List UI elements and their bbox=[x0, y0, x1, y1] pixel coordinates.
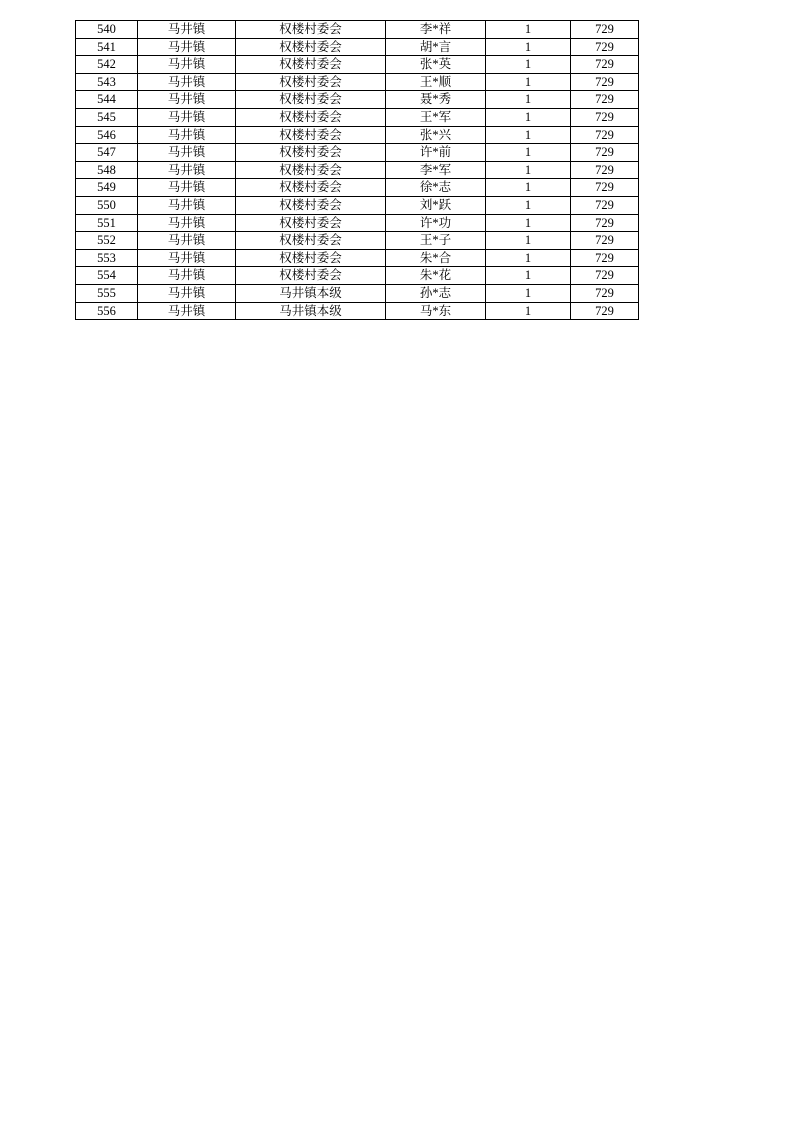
name-cell: 马*东 bbox=[386, 302, 486, 320]
code-cell: 729 bbox=[571, 108, 639, 126]
name-cell: 王*军 bbox=[386, 108, 486, 126]
unit-cell: 权楼村委会 bbox=[236, 179, 386, 197]
report-table bbox=[75, 20, 639, 320]
name-cell: 王*顺 bbox=[386, 73, 486, 91]
table-row bbox=[76, 144, 639, 162]
town-cell: 马井镇 bbox=[138, 126, 236, 144]
town-cell: 马井镇 bbox=[138, 38, 236, 56]
table-row bbox=[76, 232, 639, 250]
serial-cell: 540 bbox=[76, 21, 138, 39]
unit-cell: 权楼村委会 bbox=[236, 73, 386, 91]
name-cell: 朱*花 bbox=[386, 267, 486, 285]
count-cell: 1 bbox=[486, 232, 571, 250]
name-cell: 刘*跃 bbox=[386, 196, 486, 214]
town-cell: 马井镇 bbox=[138, 249, 236, 267]
count-cell: 1 bbox=[486, 144, 571, 162]
unit-cell: 权楼村委会 bbox=[236, 232, 386, 250]
serial-cell: 556 bbox=[76, 302, 138, 320]
unit-cell: 权楼村委会 bbox=[236, 38, 386, 56]
serial-cell: 551 bbox=[76, 214, 138, 232]
code-cell: 729 bbox=[571, 214, 639, 232]
table-row bbox=[76, 249, 639, 267]
unit-cell: 马井镇本级 bbox=[236, 284, 386, 302]
count-cell: 1 bbox=[486, 214, 571, 232]
name-cell: 徐*志 bbox=[386, 179, 486, 197]
serial-cell: 543 bbox=[76, 73, 138, 91]
table-row bbox=[76, 214, 639, 232]
code-cell: 729 bbox=[571, 91, 639, 109]
town-cell: 马井镇 bbox=[138, 161, 236, 179]
serial-cell: 550 bbox=[76, 196, 138, 214]
table-row bbox=[76, 108, 639, 126]
code-cell: 729 bbox=[571, 38, 639, 56]
name-cell: 李*祥 bbox=[386, 21, 486, 39]
town-cell: 马井镇 bbox=[138, 144, 236, 162]
town-cell: 马井镇 bbox=[138, 232, 236, 250]
unit-cell: 权楼村委会 bbox=[236, 21, 386, 39]
serial-cell: 547 bbox=[76, 144, 138, 162]
town-cell: 马井镇 bbox=[138, 73, 236, 91]
serial-cell: 548 bbox=[76, 161, 138, 179]
document-page bbox=[75, 20, 639, 320]
code-cell: 729 bbox=[571, 126, 639, 144]
town-cell: 马井镇 bbox=[138, 214, 236, 232]
code-cell: 729 bbox=[571, 144, 639, 162]
count-cell: 1 bbox=[486, 56, 571, 74]
count-cell: 1 bbox=[486, 108, 571, 126]
name-cell: 胡*言 bbox=[386, 38, 486, 56]
town-cell: 马井镇 bbox=[138, 108, 236, 126]
count-cell: 1 bbox=[486, 302, 571, 320]
unit-cell: 马井镇本级 bbox=[236, 302, 386, 320]
table-row bbox=[76, 91, 639, 109]
table-row bbox=[76, 161, 639, 179]
unit-cell: 权楼村委会 bbox=[236, 56, 386, 74]
report-table-body bbox=[76, 21, 639, 320]
town-cell: 马井镇 bbox=[138, 284, 236, 302]
serial-cell: 542 bbox=[76, 56, 138, 74]
count-cell: 1 bbox=[486, 21, 571, 39]
code-cell: 729 bbox=[571, 73, 639, 91]
name-cell: 许*前 bbox=[386, 144, 486, 162]
code-cell: 729 bbox=[571, 179, 639, 197]
code-cell: 729 bbox=[571, 267, 639, 285]
unit-cell: 权楼村委会 bbox=[236, 144, 386, 162]
table-row bbox=[76, 284, 639, 302]
serial-cell: 544 bbox=[76, 91, 138, 109]
serial-cell: 552 bbox=[76, 232, 138, 250]
count-cell: 1 bbox=[486, 161, 571, 179]
code-cell: 729 bbox=[571, 249, 639, 267]
count-cell: 1 bbox=[486, 73, 571, 91]
town-cell: 马井镇 bbox=[138, 56, 236, 74]
name-cell: 聂*秀 bbox=[386, 91, 486, 109]
name-cell: 孙*志 bbox=[386, 284, 486, 302]
town-cell: 马井镇 bbox=[138, 267, 236, 285]
table-row bbox=[76, 56, 639, 74]
unit-cell: 权楼村委会 bbox=[236, 249, 386, 267]
unit-cell: 权楼村委会 bbox=[236, 214, 386, 232]
town-cell: 马井镇 bbox=[138, 196, 236, 214]
serial-cell: 546 bbox=[76, 126, 138, 144]
code-cell: 729 bbox=[571, 56, 639, 74]
count-cell: 1 bbox=[486, 91, 571, 109]
serial-cell: 554 bbox=[76, 267, 138, 285]
serial-cell: 545 bbox=[76, 108, 138, 126]
count-cell: 1 bbox=[486, 249, 571, 267]
count-cell: 1 bbox=[486, 179, 571, 197]
table-row bbox=[76, 302, 639, 320]
town-cell: 马井镇 bbox=[138, 21, 236, 39]
count-cell: 1 bbox=[486, 38, 571, 56]
count-cell: 1 bbox=[486, 196, 571, 214]
table-row bbox=[76, 21, 639, 39]
table-row bbox=[76, 179, 639, 197]
table-row bbox=[76, 267, 639, 285]
count-cell: 1 bbox=[486, 267, 571, 285]
table-row bbox=[76, 126, 639, 144]
unit-cell: 权楼村委会 bbox=[236, 196, 386, 214]
town-cell: 马井镇 bbox=[138, 302, 236, 320]
serial-cell: 555 bbox=[76, 284, 138, 302]
code-cell: 729 bbox=[571, 161, 639, 179]
name-cell: 朱*合 bbox=[386, 249, 486, 267]
code-cell: 729 bbox=[571, 302, 639, 320]
table-row bbox=[76, 196, 639, 214]
unit-cell: 权楼村委会 bbox=[236, 267, 386, 285]
unit-cell: 权楼村委会 bbox=[236, 108, 386, 126]
unit-cell: 权楼村委会 bbox=[236, 126, 386, 144]
serial-cell: 541 bbox=[76, 38, 138, 56]
serial-cell: 553 bbox=[76, 249, 138, 267]
code-cell: 729 bbox=[571, 284, 639, 302]
table-row bbox=[76, 38, 639, 56]
town-cell: 马井镇 bbox=[138, 91, 236, 109]
name-cell: 张*英 bbox=[386, 56, 486, 74]
code-cell: 729 bbox=[571, 196, 639, 214]
serial-cell: 549 bbox=[76, 179, 138, 197]
name-cell: 许*功 bbox=[386, 214, 486, 232]
count-cell: 1 bbox=[486, 126, 571, 144]
count-cell: 1 bbox=[486, 284, 571, 302]
town-cell: 马井镇 bbox=[138, 179, 236, 197]
code-cell: 729 bbox=[571, 232, 639, 250]
unit-cell: 权楼村委会 bbox=[236, 91, 386, 109]
name-cell: 王*子 bbox=[386, 232, 486, 250]
code-cell: 729 bbox=[571, 21, 639, 39]
name-cell: 张*兴 bbox=[386, 126, 486, 144]
unit-cell: 权楼村委会 bbox=[236, 161, 386, 179]
table-row bbox=[76, 73, 639, 91]
name-cell: 李*军 bbox=[386, 161, 486, 179]
